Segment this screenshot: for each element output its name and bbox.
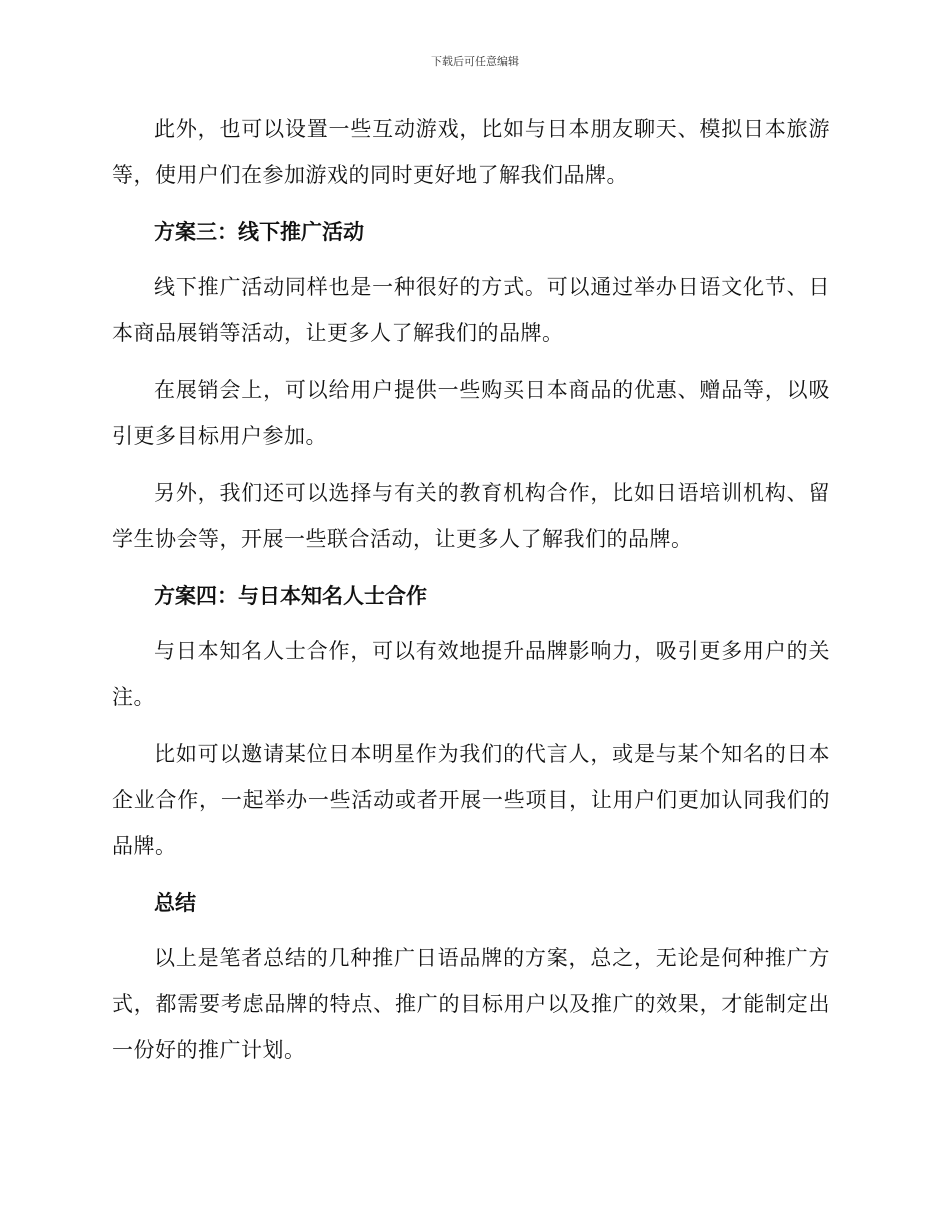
- paragraph-education-partners: 另外，我们还可以选择与有关的教育机构合作，比如日语培训机构、留学生协会等，开展一些联合活动，让更多人了解我们的品牌。: [112, 481, 830, 551]
- paragraph-celebrity-cooperation: 与日本知名人士合作，可以有效地提升品牌影响力，吸引更多用户的关注。: [112, 639, 830, 709]
- page-header: 下载后可任意编辑: [431, 55, 519, 68]
- paragraph-offline-promotion: 线下推广活动同样也是一种很好的方式。可以通过举办日语文化节、日本商品展销等活动，让更多人了解我们的品牌。: [112, 275, 830, 345]
- heading-plan-three: 方案三：线下推广活动: [154, 220, 364, 244]
- heading-summary: 总结: [154, 891, 196, 915]
- document-body: [112, 106, 830, 1084]
- heading-plan-four: 方案四：与日本知名人士合作: [154, 584, 427, 608]
- paragraph-interactive-games: 此外，也可以设置一些互动游戏，比如与日本朋友聊天、模拟日本旅游等，使用户们在参加游戏的同时更好地了解我们品牌。: [112, 117, 830, 187]
- paragraph-exhibition: 在展销会上，可以给用户提供一些购买日本商品的优惠、赠品等，以吸引更多目标用户参加。: [112, 378, 830, 448]
- paragraph-summary: 以上是笔者总结的几种推广日语品牌的方案，总之，无论是何种推广方式，都需要考虑品牌的特点、推广的目标用户以及推广的效果，才能制定出一份好的推广计划。: [112, 946, 830, 1062]
- paragraph-spokesperson: 比如可以邀请某位日本明星作为我们的代言人，或是与某个知名的日本企业合作，一起举办一些活动或者开展一些项目，让用户们更加认同我们的品牌。: [112, 742, 830, 858]
